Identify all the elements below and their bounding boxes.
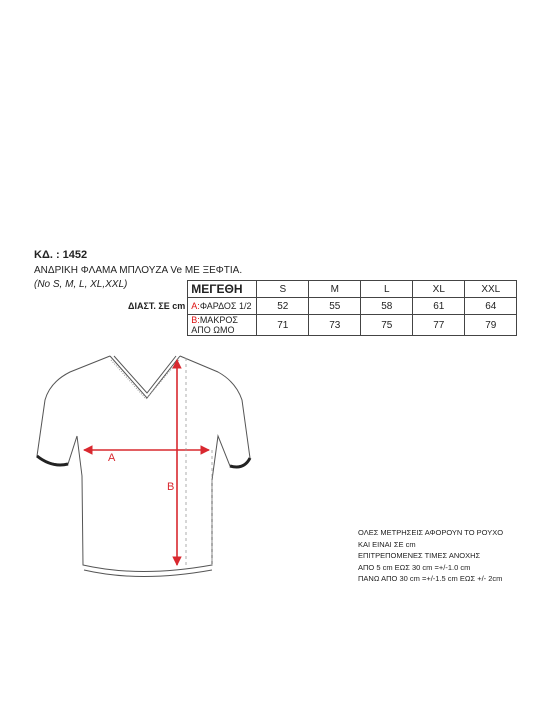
table-cell: 79 <box>465 315 517 336</box>
table-cell: 64 <box>465 298 517 315</box>
measure-letter: A: <box>191 301 200 311</box>
table-cell: 61 <box>413 298 465 315</box>
sizes-header: ΜΕΓΕΘΗ <box>188 281 257 298</box>
available-sizes: (No S, M, L, XL,XXL) <box>34 279 128 290</box>
product-code: ΚΔ. : 1452 <box>34 249 88 261</box>
label-a: A <box>108 452 116 464</box>
label-b: B <box>167 481 175 493</box>
tshirt-outline <box>37 356 250 577</box>
note-line: ΚΑΙ ΕΙΝΑΙ ΣΕ cm <box>358 539 416 549</box>
dimension-unit-label: ΔΙΑΣΤ. ΣΕ cm <box>128 301 186 311</box>
measurement-arrows <box>84 358 212 566</box>
size-col: S <box>257 281 309 298</box>
measure-name: ΦΑΡΔΟΣ 1/2 <box>199 301 252 311</box>
table-cell: 58 <box>361 298 413 315</box>
note-line: ΠΑΝΩ ΑΠΟ 30 cm =+/-1.5 cm ΕΩΣ +/- 2cm <box>358 574 503 583</box>
size-col: L <box>361 281 413 298</box>
note-line: ΟΛΕΣ ΜΕΤΡΗΣΕΙΣ ΑΦΟΡΟΥΝ ΤΟ ΡΟΥΧΟ <box>358 528 504 537</box>
product-description: ΑΝΔΡΙΚΗ ΦΛΑΜΑ ΜΠΛΟΥΖΑ Ve ΜΕ ΞΕΦΤΙΑ. <box>34 265 243 276</box>
table-cell: 77 <box>413 315 465 336</box>
table-cell: 71 <box>257 315 309 336</box>
table-cell: 52 <box>257 298 309 315</box>
measure-letter: B: <box>191 315 200 325</box>
table-cell: 75 <box>361 315 413 336</box>
size-col: XL <box>413 281 465 298</box>
size-col: M <box>309 281 361 298</box>
table-cell: 55 <box>309 298 361 315</box>
note-line: ΕΠΙΤΡΕΠΟΜΕΝΕΣ ΤΙΜΕΣ ΑΝΟΧΗΣ <box>358 551 481 560</box>
measurement-notes <box>358 527 503 585</box>
measure-name: ΜΑΚΡΟΣ ΑΠΟ ΩΜΟ <box>191 315 238 335</box>
size-col: XXL <box>465 281 517 298</box>
table-cell: 73 <box>309 315 361 336</box>
note-line: ΑΠΟ 5 cm ΕΩΣ 30 cm =+/-1.0 cm <box>358 562 471 572</box>
